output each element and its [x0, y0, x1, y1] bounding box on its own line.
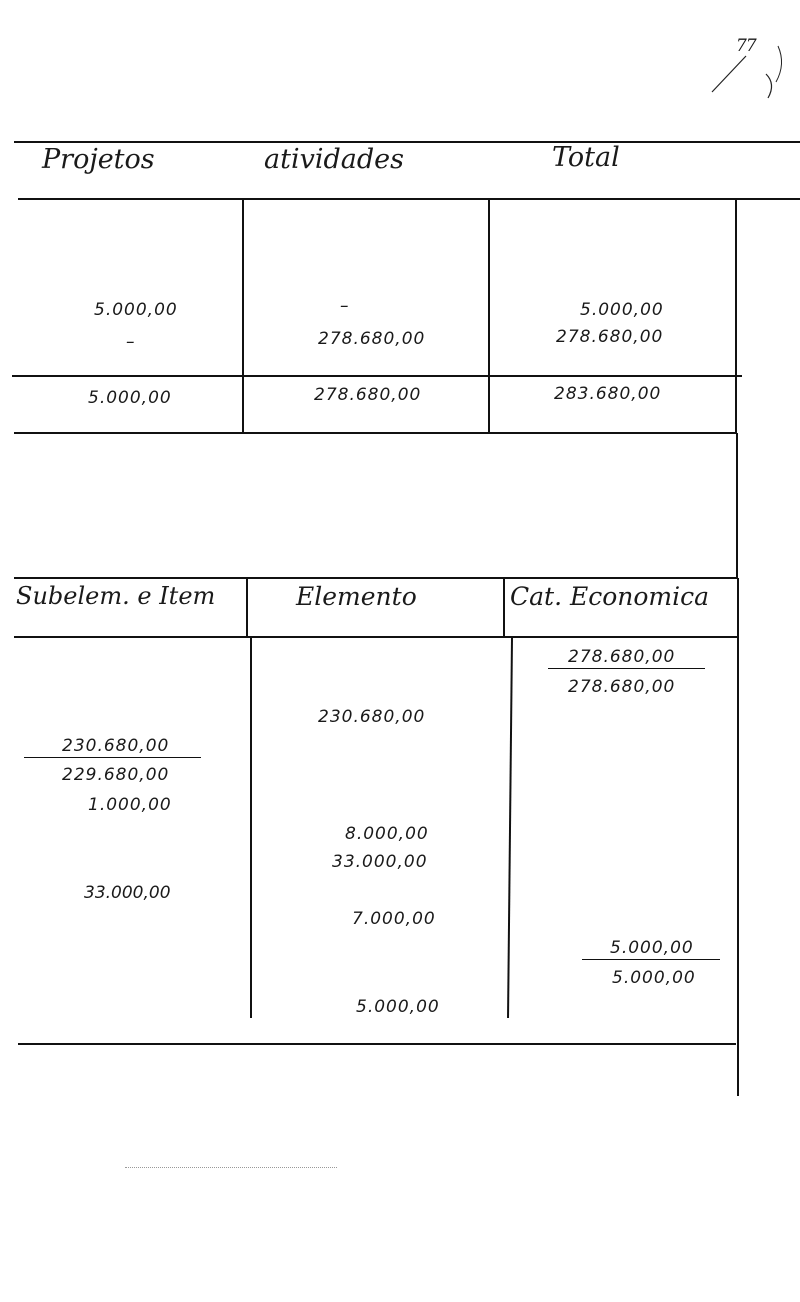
- table1-right-border: [735, 200, 737, 433]
- row2-atividades: 278.680,00: [318, 329, 426, 349]
- subelem-value-3: 1.000,00: [88, 795, 172, 815]
- header-elemento: Elemento: [296, 582, 417, 611]
- subelem-value-1: 230.680,00: [24, 736, 201, 758]
- row2-total: 278.680,00: [556, 327, 664, 347]
- scan-artifact-line: [125, 1167, 337, 1168]
- header-total: Total: [552, 142, 620, 173]
- table2-col-divider-2: [503, 578, 505, 638]
- table2-top-rule: [14, 577, 738, 579]
- right-margin-rule: [736, 433, 738, 578]
- elemento-value-3: 33.000,00: [332, 852, 428, 872]
- table1-col-divider-1: [242, 200, 244, 433]
- table1-bottom-rule: [14, 432, 736, 434]
- subelem-value-2: 229.680,00: [62, 765, 170, 785]
- cat-value-4: 5.000,00: [612, 968, 696, 988]
- table2-col-line-2: [507, 638, 512, 1018]
- row1-projetos: 5.000,00: [94, 300, 178, 320]
- table1-total-rule: [12, 375, 742, 377]
- subelem-value-4: 33.000,00: [84, 883, 171, 903]
- row2-projetos: –: [126, 332, 136, 352]
- page-number: 77: [736, 36, 756, 56]
- table1-top-rule: [14, 141, 800, 143]
- cat-value-2: 278.680,00: [568, 677, 676, 697]
- row1-atividades: –: [340, 296, 350, 316]
- elemento-value-2: 8.000,00: [345, 824, 429, 844]
- table2-col-line-1: [250, 638, 252, 1018]
- table2-bottom-rule: [18, 1043, 736, 1045]
- cat-value-3: 5.000,00: [582, 938, 720, 960]
- elemento-value-5: 5.000,00: [356, 997, 440, 1017]
- row1-total: 5.000,00: [580, 300, 664, 320]
- total-total: 283.680,00: [554, 384, 662, 404]
- elemento-value-1: 230.680,00: [318, 707, 426, 727]
- header-subelem-item: Subelem. e Item: [16, 582, 216, 610]
- table2-col-divider-1: [246, 578, 248, 638]
- table2-header-rule: [14, 636, 738, 638]
- header-atividades: atividades: [264, 144, 404, 175]
- table2-right-border: [737, 578, 739, 1096]
- header-projetos: Projetos: [42, 144, 155, 175]
- table1-header-rule: [18, 198, 800, 200]
- table1-col-divider-2: [488, 200, 490, 433]
- total-atividades: 278.680,00: [314, 385, 422, 405]
- total-projetos: 5.000,00: [88, 388, 172, 408]
- page-number-mark: [706, 34, 792, 104]
- header-cat-economica: Cat. Economica: [510, 582, 710, 611]
- cat-value-1: 278.680,00: [548, 647, 705, 669]
- elemento-value-4: 7.000,00: [352, 909, 436, 929]
